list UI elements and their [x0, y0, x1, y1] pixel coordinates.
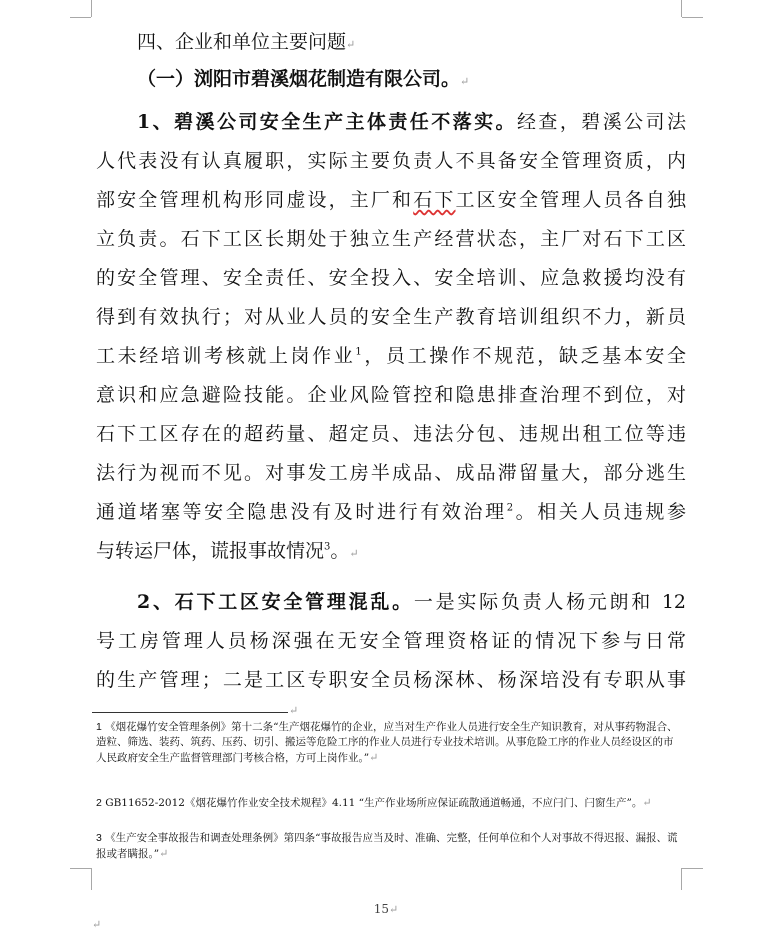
crop-mark-tr-v	[681, 0, 682, 17]
body-line[interactable]: 2、石下工区安全管理混乱。一是实际负责人杨元朗和 12	[137, 591, 686, 613]
body-line[interactable]: 意识和应急避险技能。企业风险管控和隐患排查治理不到位，对	[96, 384, 686, 406]
footnote-3[interactable]: 3 《生产安全事故报告和调查处理条例》第四条“事故报告应当及时、准确、完整，任何单位和个人对事故不得迟报、漏报、谎报或者瞒报。”↵	[96, 832, 678, 860]
paragraph-mark-icon: ↵	[460, 75, 470, 88]
para1-lead: 1、碧溪公司安全生产主体责任不落实。	[137, 111, 517, 133]
body-line[interactable]: 法行为视而不见。对事发工房半成品、成品滞留量大，部分逃生	[96, 462, 686, 484]
para2-lead: 2、石下工区安全管理混乱。	[137, 591, 414, 613]
crop-mark-tr-h	[682, 17, 703, 18]
footnote-ref-3[interactable]: 3	[324, 541, 331, 553]
footnote-separator	[92, 712, 288, 713]
body-line[interactable]: 部安全管理机构形同虚设，主厂和石下工区安全管理人员各自独	[96, 189, 686, 211]
paragraph-mark-icon: ↵	[349, 547, 359, 560]
footnote-ref-1[interactable]: 1	[355, 346, 362, 358]
crop-mark-tl-v	[91, 0, 92, 17]
body-line[interactable]: 得到有效执行；对从业人员的安全生产教育培训组织不力，新员	[96, 306, 686, 328]
body-line[interactable]: 立负责。石下工区长期处于独立生产经营状态，主厂对石下工区	[96, 228, 686, 250]
crop-mark-tl-h	[70, 17, 91, 18]
footnote-2[interactable]: 2 GB11652-2012《烟花爆竹作业安全技术规程》4.11 “生产作业场所应保证疏散通道畅通，不应闩门、闩窗生产”。↵	[96, 796, 652, 809]
spellcheck-underline[interactable]: 石下	[413, 189, 456, 211]
company-subheading[interactable]: （一）浏阳市碧溪烟花制造有限公司。↵	[137, 68, 470, 90]
body-line[interactable]: 的生产管理；二是工区专职安全员杨深林、杨深培没有专职从事	[96, 669, 686, 691]
page-number[interactable]: 15↵	[373, 902, 399, 916]
crop-mark-br-h	[682, 868, 703, 869]
footnote-ref-2[interactable]: 2	[506, 502, 514, 514]
footnote-1[interactable]: 1 《烟花爆竹安全管理条例》第十二条“生产烟花爆竹的企业，应当对生产作业人员进行安全生产知识教育，对从事药物混合、造粒、筛选、装药、筑药、压药、切引、搬运等危险工序的作业人员进行专业技术培训。从事危险工序的作业人员经设区的市人民政府安全生产监督管理部门考核合格，方可上岗作业。”↵	[96, 721, 678, 764]
body-line[interactable]: 号工房管理人员杨深强在无安全管理资格证的情况下参与日常	[96, 630, 686, 652]
body-line[interactable]: 通道堵塞等安全隐患没有及时进行有效治理$^2$。相关人员违规参	[96, 501, 686, 523]
body-line[interactable]: 的安全管理、安全责任、安全投入、安全培训、应急救援均没有	[96, 267, 686, 289]
body-line[interactable]: 工未经培训考核就上岗作业$^1$，员工操作不规范，缺乏基本安全	[96, 345, 686, 367]
crop-mark-bl-v	[91, 868, 92, 890]
body-line[interactable]: 与转运尸体，谎报事故情况$^3$。↵	[96, 540, 359, 562]
paragraph-mark-icon: ↵	[346, 38, 356, 51]
paragraph-mark-icon: ↵	[92, 918, 102, 931]
section-heading[interactable]: 四、企业和单位主要问题↵	[137, 31, 356, 53]
crop-mark-bl-h	[70, 868, 91, 869]
paragraph-mark-icon: ↵	[289, 704, 299, 717]
crop-mark-br-v	[681, 868, 682, 890]
body-line[interactable]: 石下工区存在的超药量、超定员、违法分包、违规出租工位等违	[96, 423, 686, 445]
body-line[interactable]: 1、碧溪公司安全生产主体责任不落实。经查，碧溪公司法	[137, 111, 686, 133]
body-line[interactable]: 人代表没有认真履职，实际主要负责人不具备安全管理资质，内	[96, 150, 686, 172]
